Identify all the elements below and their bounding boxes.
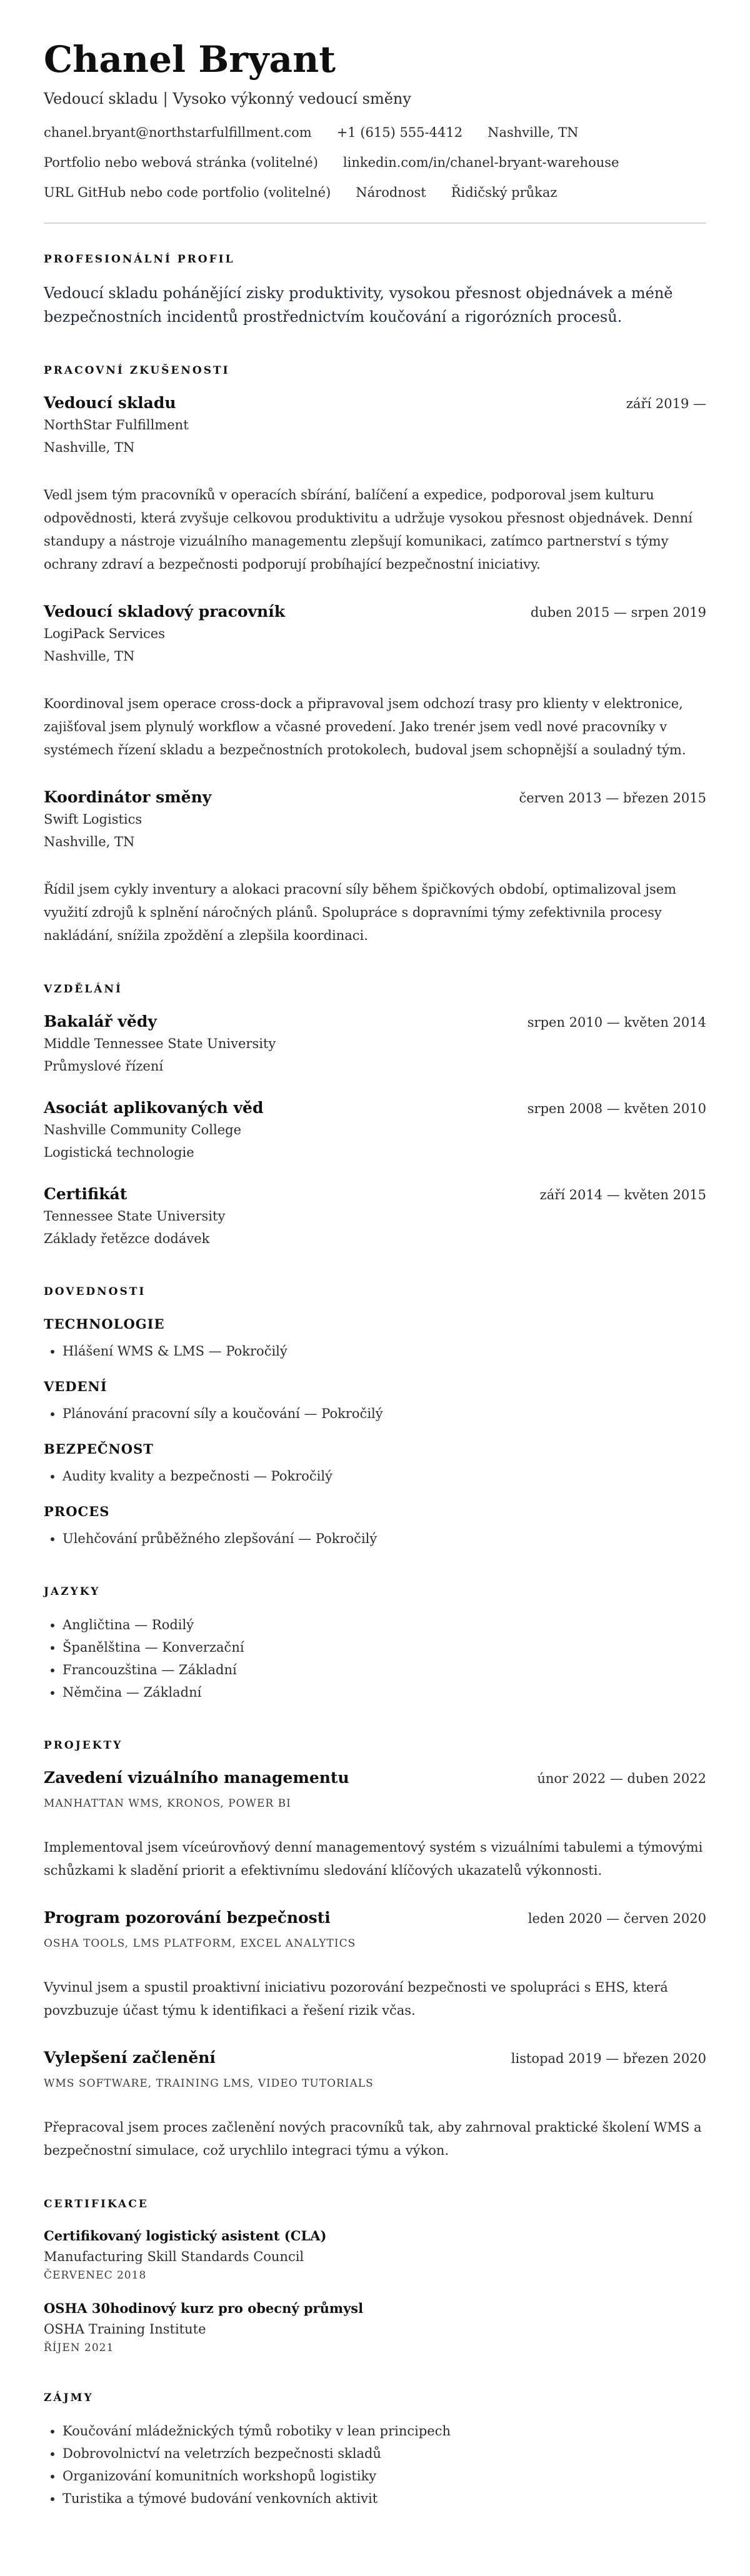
skill-group-title: TECHNOLOGIE bbox=[44, 1316, 165, 1332]
job-role: Vedoucí skladu bbox=[44, 394, 176, 412]
profile-section bbox=[44, 252, 706, 329]
job-role: Koordinátor směny bbox=[44, 788, 212, 806]
interest-item: • Organizování komunitních workshopů logistiky bbox=[62, 2465, 706, 2487]
contact-line-1 bbox=[44, 124, 706, 141]
candidate-name: Chanel Bryant bbox=[44, 38, 336, 81]
field-of-study: Základy řetězce dodávek bbox=[44, 1231, 210, 1246]
project-tech: OSHA TOOLS, LMS PLATFORM, EXCEL ANALYTICS bbox=[44, 1937, 356, 1950]
school: Tennessee State University bbox=[44, 1209, 226, 1224]
skill-group-title: PROCES bbox=[44, 1504, 110, 1519]
skill-list bbox=[44, 1340, 706, 1362]
certification-issuer: OSHA Training Institute bbox=[44, 2322, 206, 2337]
section-title: CERTIFIKACE bbox=[44, 2198, 149, 2210]
language-item: • Francouzština — Základní bbox=[62, 1659, 706, 1681]
project-name: Vylepšení začlenění bbox=[44, 2049, 216, 2067]
project-entry bbox=[44, 2047, 706, 2162]
job-location: Nashville, TN bbox=[44, 440, 135, 455]
section-title: PROFESIONÁLNÍ PROFIL bbox=[44, 253, 235, 266]
certification-entry bbox=[44, 2299, 706, 2356]
project-header bbox=[44, 1767, 706, 1789]
education-section bbox=[44, 982, 706, 1250]
project-entry bbox=[44, 1907, 706, 2022]
skill-group-title: BEZPEČNOST bbox=[44, 1441, 154, 1457]
header-divider bbox=[44, 222, 706, 224]
skill-list bbox=[44, 1465, 706, 1487]
resume-header bbox=[44, 37, 706, 201]
language-item: • Němčina — Základní bbox=[62, 1681, 706, 1704]
project-description: Přepracoval jsem proces začlenění nových pracovníků tak, aby zahrnoval praktické školení WMS a bezpečnostní simulace, což urychlilo integraci týmu a výkon. bbox=[44, 2120, 702, 2158]
project-header bbox=[44, 1907, 706, 1929]
section-title: DOVEDNOSTI bbox=[44, 1286, 146, 1298]
school: Nashville Community College bbox=[44, 1122, 242, 1137]
skill-group bbox=[44, 1501, 706, 1550]
field-of-study: Logistická technologie bbox=[44, 1145, 194, 1160]
job-location: Nashville, TN bbox=[44, 649, 135, 664]
portfolio-link[interactable]: Portfolio nebo webová stránka (volitelné) bbox=[44, 155, 318, 170]
language-item: • Španělština — Konverzační bbox=[62, 1636, 706, 1659]
certification-issuer: Manufacturing Skill Standards Council bbox=[44, 2249, 304, 2264]
language-list bbox=[44, 1614, 706, 1704]
certification-entry bbox=[44, 2226, 706, 2284]
project-description: Vyvinul jsem a spustil proaktivní iniciativu pozorování bezpečnosti ve spolupráci s EHS, která povzbuzuje účast týmu k identifikaci a řešení rizik včas. bbox=[44, 1980, 668, 2018]
languages-section bbox=[44, 1585, 706, 1704]
location: Nashville, TN bbox=[488, 125, 579, 140]
project-dates: únor 2022 — duben 2022 bbox=[537, 1771, 706, 1786]
degree: Certifikát bbox=[44, 1185, 128, 1203]
certification-name: Certifikovaný logistický asistent (CLA) bbox=[44, 2228, 327, 2244]
education-entry bbox=[44, 1011, 706, 1077]
nationality: Národnost bbox=[356, 185, 426, 200]
section-title: ZÁJMY bbox=[44, 2392, 94, 2404]
job-dates: červen 2013 — březen 2015 bbox=[519, 791, 706, 806]
experience-section bbox=[44, 364, 706, 947]
contact-block bbox=[44, 124, 706, 201]
project-description: Implementoval jsem víceúrovňový denní managementový systém s vizuálními tabulemi a týmovými schůzkami k sladění priorit a efektivnímu sledování klíčových ukazatelů výkonnosti. bbox=[44, 1840, 703, 1878]
education-header bbox=[44, 1097, 706, 1119]
job-company: LogiPack Services bbox=[44, 626, 166, 641]
interest-list bbox=[44, 2420, 706, 2510]
job-dates: září 2019 — bbox=[626, 396, 706, 411]
education-header bbox=[44, 1184, 706, 1205]
job-description: Řídil jsem cykly inventury a alokaci pracovní síly během špičkových období, optimalizoval jsem využití zdrojů k splnění náročných plánů. Spolupráce s dopravními týmy zefektivnila procesy nakládání, snížila zpoždění a zlepšila koordinaci. bbox=[44, 882, 677, 943]
project-name: Zavedení vizuálního managementu bbox=[44, 1769, 349, 1787]
skill-item: • Plánování pracovní síly a koučování — Pokročilý bbox=[62, 1402, 706, 1425]
section-title: PRACOVNÍ ZKUŠENOSTI bbox=[44, 364, 230, 377]
project-entry bbox=[44, 1767, 706, 1882]
job-location: Nashville, TN bbox=[44, 834, 135, 849]
interest-item: • Turistika a týmové budování venkovních aktivit bbox=[62, 2487, 706, 2510]
project-tech: WMS SOFTWARE, TRAINING LMS, VIDEO TUTORIALS bbox=[44, 2077, 374, 2090]
skill-list bbox=[44, 1527, 706, 1550]
interest-item: • Koučování mládežnických týmů robotiky v lean principech bbox=[62, 2420, 706, 2442]
job-role: Vedoucí skladový pracovník bbox=[44, 602, 286, 621]
project-tech: MANHATTAN WMS, KRONOS, POWER BI bbox=[44, 1797, 291, 1810]
degree: Bakalář vědy bbox=[44, 1012, 157, 1031]
certification-name: OSHA 30hodinový kurz pro obecný průmysl bbox=[44, 2300, 364, 2316]
skill-list bbox=[44, 1402, 706, 1425]
candidate-headline: Vedoucí skladu | Vysoko výkonný vedoucí směny bbox=[44, 90, 411, 107]
job-description: Koordinoval jsem operace cross-dock a připravoval jsem odchozí trasy pro klienty v elektronice, zajišťoval jsem plynulý workflow a včasné provedení. Jako trenér jsem vedl nové pracovníky v systémech řízení skladu a bezpečnostních protokolech, budoval jsem schopnější a souladný tým. bbox=[44, 696, 686, 757]
project-dates: leden 2020 — červen 2020 bbox=[528, 1911, 706, 1926]
project-dates: listopad 2019 — březen 2020 bbox=[511, 2051, 706, 2066]
drivers-license: Řidičský průkaz bbox=[451, 185, 558, 200]
education-entry bbox=[44, 1184, 706, 1250]
projects-section bbox=[44, 1739, 706, 2162]
job-company: NorthStar Fulfillment bbox=[44, 417, 189, 432]
education-dates: srpen 2008 — květen 2010 bbox=[527, 1101, 706, 1116]
email-link[interactable]: chanel.bryant@northstarfulfillment.com bbox=[44, 125, 312, 140]
project-name: Program pozorování bezpečnosti bbox=[44, 1909, 331, 1927]
section-title: PROJEKTY bbox=[44, 1739, 123, 1752]
skill-item: • Ulehčování průběžného zlepšování — Pokročilý bbox=[62, 1527, 706, 1550]
skill-item: • Hlášení WMS & LMS — Pokročilý bbox=[62, 1340, 706, 1362]
job-description: Vedl jsem tým pracovníků v operacích sbírání, balíčení a expedice, podporoval jsem kulturu odpovědnosti, která zvyšuje celkovou produktivitu a udržuje vysokou přesnost objednávek. Denní standupy a nástroje vizuálního managementu zlepšují komunikaci, zatímco partnerství s týmy ochrany zdraví a bezpečnosti podporují probíhající bezpečnostní iniciativy. bbox=[44, 487, 692, 572]
section-title: JAZYKY bbox=[44, 1585, 101, 1598]
job-header bbox=[44, 601, 706, 622]
education-dates: září 2014 — květen 2015 bbox=[539, 1187, 706, 1202]
school: Middle Tennessee State University bbox=[44, 1036, 276, 1051]
education-header bbox=[44, 1011, 706, 1032]
language-item: • Angličtina — Rodilý bbox=[62, 1614, 706, 1636]
field-of-study: Průmyslové řízení bbox=[44, 1059, 164, 1074]
education-dates: srpen 2010 — květen 2014 bbox=[527, 1015, 706, 1030]
degree: Asociát aplikovaných věd bbox=[44, 1099, 264, 1117]
job-company: Swift Logistics bbox=[44, 812, 142, 827]
job-entry bbox=[44, 392, 706, 576]
skill-group bbox=[44, 1439, 706, 1487]
skill-group bbox=[44, 1376, 706, 1425]
contact-line-3 bbox=[44, 184, 706, 201]
skill-item: • Audity kvality a bezpečnosti — Pokročilý bbox=[62, 1465, 706, 1487]
job-dates: duben 2015 — srpen 2019 bbox=[530, 605, 706, 620]
skill-group bbox=[44, 1314, 706, 1362]
certification-date: ČERVENEC 2018 bbox=[44, 2269, 147, 2282]
phone-number: +1 (615) 555-4412 bbox=[336, 125, 463, 140]
job-header bbox=[44, 787, 706, 808]
contact-line-2 bbox=[44, 154, 706, 171]
job-entry bbox=[44, 601, 706, 762]
certifications-section bbox=[44, 2197, 706, 2356]
linkedin-link[interactable]: linkedin.com/in/chanel-bryant-warehouse bbox=[342, 155, 619, 170]
section-title: VZDĚLÁNÍ bbox=[44, 983, 122, 996]
job-header bbox=[44, 392, 706, 414]
skill-group-title: VEDENÍ bbox=[44, 1379, 108, 1394]
skills-section bbox=[44, 1285, 706, 1550]
interests-section bbox=[44, 2391, 706, 2510]
interest-item: • Dobrovolnictví na veletrzích bezpečnosti skladů bbox=[62, 2442, 706, 2465]
education-entry bbox=[44, 1097, 706, 1164]
project-header bbox=[44, 2047, 706, 2069]
job-entry bbox=[44, 787, 706, 947]
github-link[interactable]: URL GitHub nebo code portfolio (volitelné) bbox=[44, 185, 331, 200]
profile-summary: Vedoucí skladu pohánějící zisky produktivity, vysokou přesnost objednávek a méně bezpečnostních incidentů prostřednictvím koučování a rigorózních procesů. bbox=[44, 284, 673, 326]
certification-date: ŘÍJEN 2021 bbox=[44, 2342, 114, 2354]
